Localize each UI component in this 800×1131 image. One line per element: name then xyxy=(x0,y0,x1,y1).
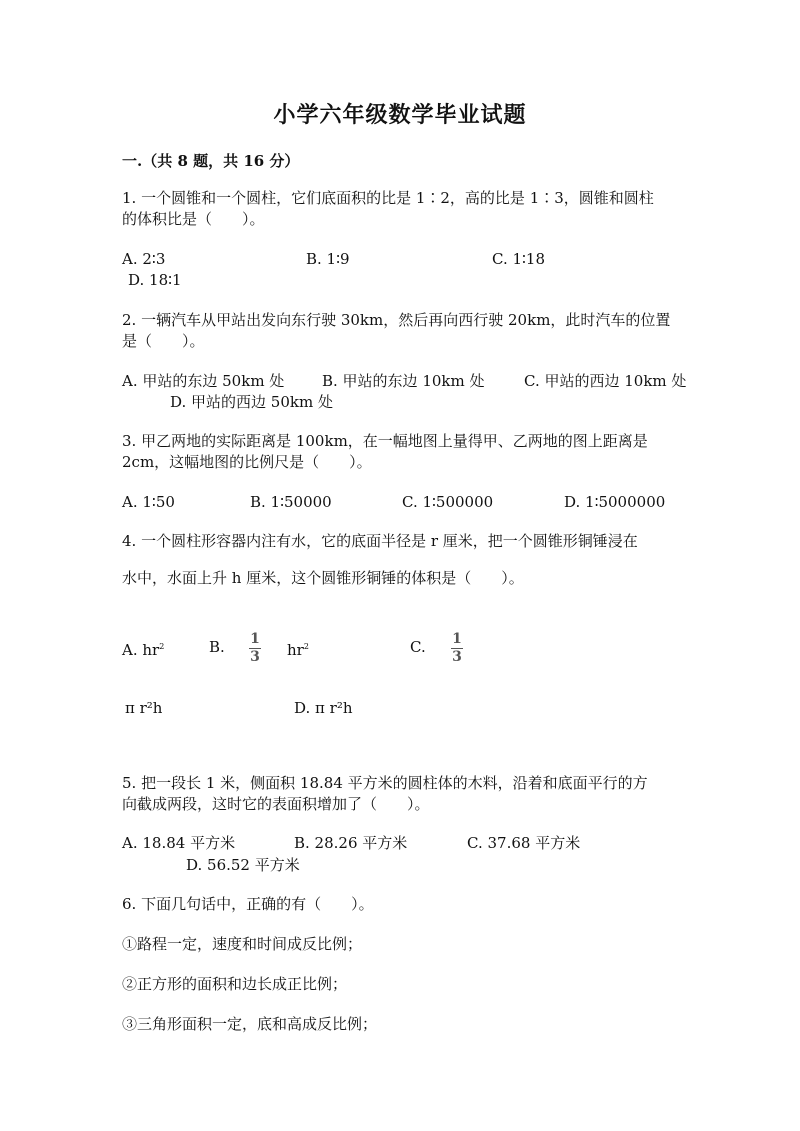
q3-option-c[interactable]: C. 1∶500000 xyxy=(402,493,494,511)
q1-stem-line2: 的体积比是（ ）。 xyxy=(122,210,265,228)
q4-stem-line1: 4. 一个圆柱形容器内注有水，它的底面半径是 r 厘米，把一个圆锥形铜锤浸在 xyxy=(122,532,638,550)
q3-option-b[interactable]: B. 1∶50000 xyxy=(250,493,332,511)
q4-option-a-label: A. hr xyxy=(122,641,160,659)
q4-option-b-label[interactable]: B. xyxy=(209,638,225,656)
q3-option-d[interactable]: D. 1∶5000000 xyxy=(564,493,666,511)
q3-option-a[interactable]: A. 1∶50 xyxy=(122,493,175,511)
q4-option-a[interactable] xyxy=(122,637,164,660)
q3-stem-line1: 3. 甲乙两地的实际距离是 100km，在一幅地图上量得甲、乙两地的图上距离是 xyxy=(122,432,648,450)
q5-option-d[interactable]: D. 56.52 平方米 xyxy=(186,856,300,874)
q2-option-a[interactable]: A. 甲站的东边 50km 处 xyxy=(122,372,285,390)
q1-option-c[interactable]: C. 1∶18 xyxy=(492,250,546,268)
q5-option-a[interactable]: A. 18.84 平方米 xyxy=(122,834,236,852)
q1-option-a[interactable]: A. 2∶3 xyxy=(122,250,166,268)
q5-option-b[interactable]: B. 28.26 平方米 xyxy=(294,834,408,852)
section-heading: 一.（共 8 题，共 16 分） xyxy=(122,152,300,170)
q2-option-c[interactable]: C. 甲站的西边 10km 处 xyxy=(524,372,687,390)
q5-option-c[interactable]: C. 37.68 平方米 xyxy=(467,834,581,852)
q6-statement-1: ①路程一定，速度和时间成反比例； xyxy=(122,935,363,953)
fraction-denominator: 3 xyxy=(452,649,462,665)
fraction-numerator: 1 xyxy=(452,631,462,647)
q4-option-c-tail: π r²h xyxy=(125,699,163,717)
q6-stem: 6. 下面几句话中，正确的有（ ）。 xyxy=(122,895,374,913)
q2-option-d[interactable]: D. 甲站的西边 50km 处 xyxy=(170,393,333,411)
fraction-denominator: 3 xyxy=(250,649,260,665)
q4-option-b-tail-text: hr xyxy=(287,641,304,659)
q5-stem-line2: 向截成两段，这时它的表面积增加了（ ）。 xyxy=(122,795,430,813)
superscript-2: 2 xyxy=(303,642,309,651)
q4-option-b-fraction xyxy=(249,632,261,665)
q3-stem-line2: 2cm，这幅地图的比例尺是（ ）。 xyxy=(122,453,372,471)
q4-stem-line2: 水中，水面上升 h 厘米，这个圆锥形铜锤的体积是（ ）。 xyxy=(122,569,524,587)
q1-option-b[interactable]: B. 1∶9 xyxy=(306,250,350,268)
q6-statement-3: ③三角形面积一定，底和高成反比例； xyxy=(122,1015,378,1033)
q6-statement-2: ②正方形的面积和边长成正比例； xyxy=(122,975,348,993)
q2-stem-line1: 2. 一辆汽车从甲站出发向东行驶 30km，然后再向西行驶 20km，此时汽车的位置 xyxy=(122,311,671,329)
fraction-numerator: 1 xyxy=(250,631,260,647)
q5-stem-line1: 5. 把一段长 1 米，侧面积 18.84 平方米的圆柱体的木料，沿着和底面平行的方 xyxy=(122,774,648,792)
q4-option-c-fraction xyxy=(451,632,463,665)
q1-option-d[interactable]: D. 18∶1 xyxy=(128,271,182,289)
page-title: 小学六年级数学毕业试题 xyxy=(273,102,527,128)
q1-stem-line1: 1. 一个圆锥和一个圆柱，它们底面积的比是 1∶2，高的比是 1∶3，圆锥和圆柱 xyxy=(122,189,654,207)
q4-option-b-tail xyxy=(287,637,309,660)
q2-stem-line2: 是（ ）。 xyxy=(122,332,205,350)
superscript-2: 2 xyxy=(159,642,165,651)
q4-option-d[interactable]: D. π r²h xyxy=(294,699,353,717)
q2-option-b[interactable]: B. 甲站的东边 10km 处 xyxy=(322,372,485,390)
q4-option-c-label[interactable]: C. xyxy=(410,638,426,656)
